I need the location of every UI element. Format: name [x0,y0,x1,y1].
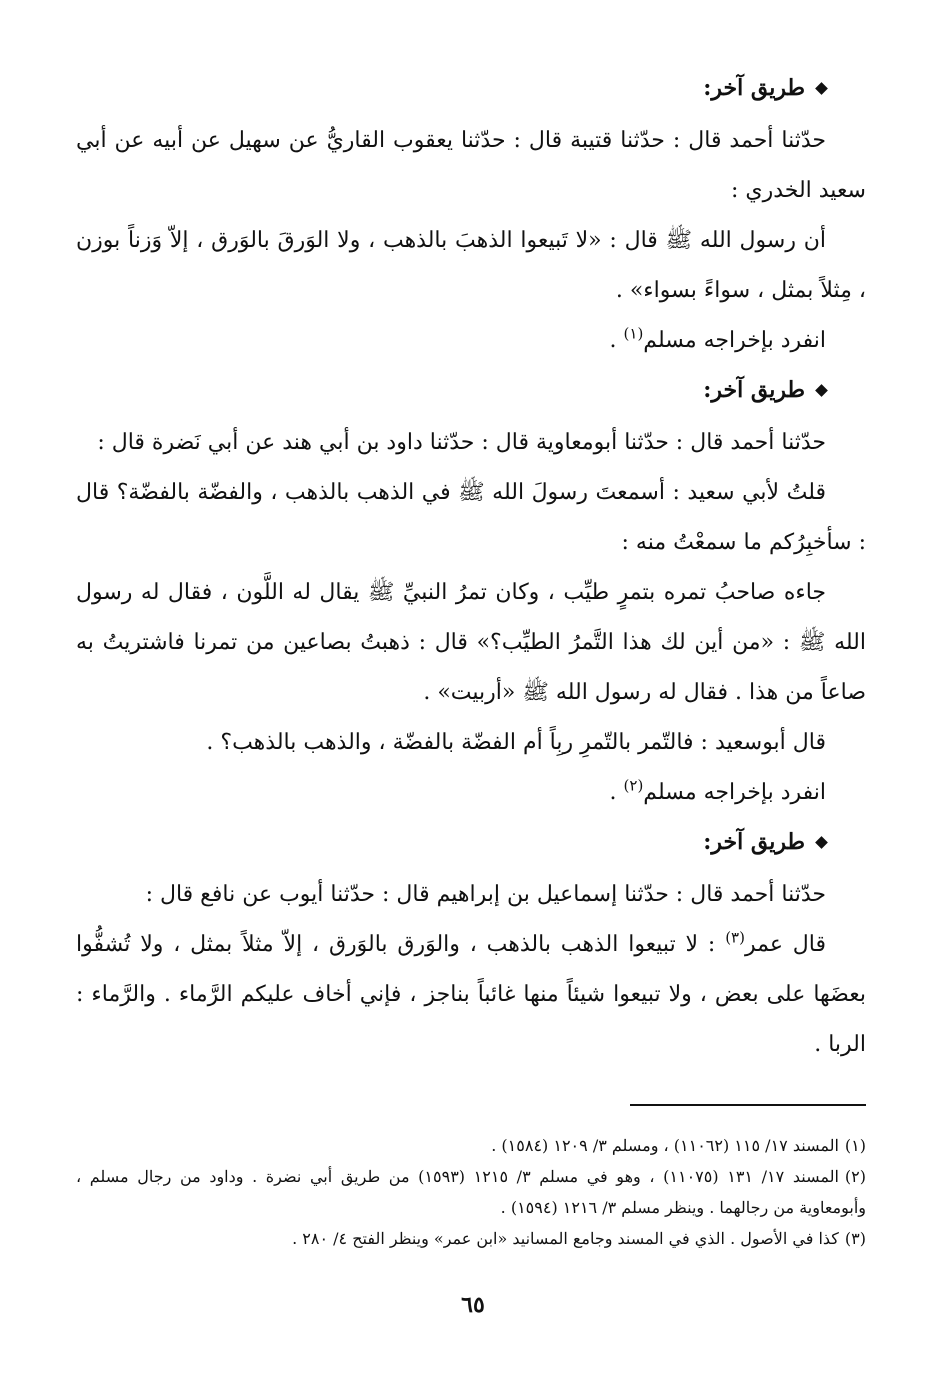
attribution-text: انفرد بإخراجه مسلم [643,328,826,353]
footnote-ref-2[interactable]: (٢) [623,776,644,795]
footnote-3 [76,1223,866,1254]
heading-text: طريق آخر: [703,829,805,855]
umar-text: قال عمر [744,932,826,957]
attribution-tail: . [609,328,624,353]
page-number: ٦٥ [461,1292,485,1318]
attribution-paragraph [76,768,866,818]
footnote-number: (١) [844,1136,866,1155]
footnote-ref-1[interactable]: (١) [623,324,644,343]
footnote-text: كذا في الأصول . الذي في المسند وجامع المسانيد «ابن عمر» وينظر الفتح ٤/ ٢٨٠ . [292,1229,839,1248]
hadith-paragraph: أن رسول الله ﷺ قال : «لا تَبيعوا الذهبَ بالذهب ، ولا الوَرقَ بالوَرق ، إلاّ وَزناً بوزن ، مِثلاً بمثل ، سواءً بسواء» . [76,228,866,303]
footnote-2 [76,1161,866,1223]
attribution-paragraph [76,316,866,366]
footnote-1 [76,1130,866,1161]
abu-said-paragraph: قال أبوسعيد : فالتّمر بالتّمرِ ربِاً أم الفضّة بالفضّة ، والذهب بالذهب؟ . [206,730,826,755]
isnad-paragraph: حدّثنا أحمد قال : حدّثنا قتيبة قال : حدّثنا يعقوب القاريُّ عن سهيل عن أبيه عن أبي سعيد الخدري : [76,128,866,203]
heading-text: طريق آخر: [703,377,805,403]
umar-tail: : لا تبيعوا الذهب بالذهب ، والوَرق بالوَرق ، إلاّ مثلاً بمثل ، ولا تُشفُّوا بعضَها على بعض ، ولا تبيعوا شيئاً منها غائباً بناجز ، فإني أخاف عليكم الرَّماء . والرَّماء : الربا . [76,932,866,1057]
hadith-paragraph: جاءه صاحبُ تمره بتمرٍ طيِّب ، وكان تمرُ النبيِّ ﷺ يقال له اللَّون ، فقال له رسول الله ﷺ : «من أين لك هذا التَّمرُ الطيِّب؟» قال : ذهبتُ بصاعين من تمرنا فاشتريتُ به صاعاً من هذا . فقال له رسول الله ﷺ «أربيت» . [76,580,866,705]
diamond-bullet-icon [815,384,828,397]
attribution-text: انفرد بإخراجه مسلم [643,780,826,805]
footnote-ref-3[interactable]: (٣) [725,928,745,947]
umar-paragraph [76,920,866,1070]
heading-other-route-3 [76,824,826,860]
diamond-bullet-icon [815,82,828,95]
isnad-paragraph: حدّثنا أحمد قال : حدّثنا إسماعيل بن إبراهيم قال : حدّثنا أيوب عن نافع قال : [145,882,826,907]
footnote-number: (٢) [844,1167,867,1186]
footnote-number: (٣) [844,1229,866,1248]
footnote-separator [630,1104,866,1106]
heading-text: طريق آخر: [703,75,805,101]
diamond-bullet-icon [815,836,828,849]
footnote-text: المسند ١٧/ ١٣١ (١١٠٧٥) ، وهو في مسلم ٣/ ١٢١٥ (١٥٩٣) من طريق أبي نضرة . وداود من رجال مسلم ، وأبومعاوية من رجالهما . وينظر مسلم ٣/ ١٢١٦ (١٥٩٤) . [76,1167,866,1217]
footnote-text: المسند ١٧/ ١١٥ (١١٠٦٢) ، ومسلم ٣/ ١٢٠٩ (١٥٨٤) . [491,1136,839,1155]
heading-other-route-1 [76,70,826,106]
isnad-paragraph: حدّثنا أحمد قال : حدّثنا أبومعاوية قال : حدّثنا داود بن أبي هند عن أبي نَضرة قال : [97,430,826,455]
question-paragraph: قلتُ لأبي سعيد : أسمعتَ رسولَ الله ﷺ في الذهب بالذهب ، والفضّة بالفضّة؟ قال : سأخبِرُكم ما سمعْتُ منه : [76,480,866,555]
attribution-tail: . [609,780,624,805]
heading-other-route-2 [76,372,826,408]
